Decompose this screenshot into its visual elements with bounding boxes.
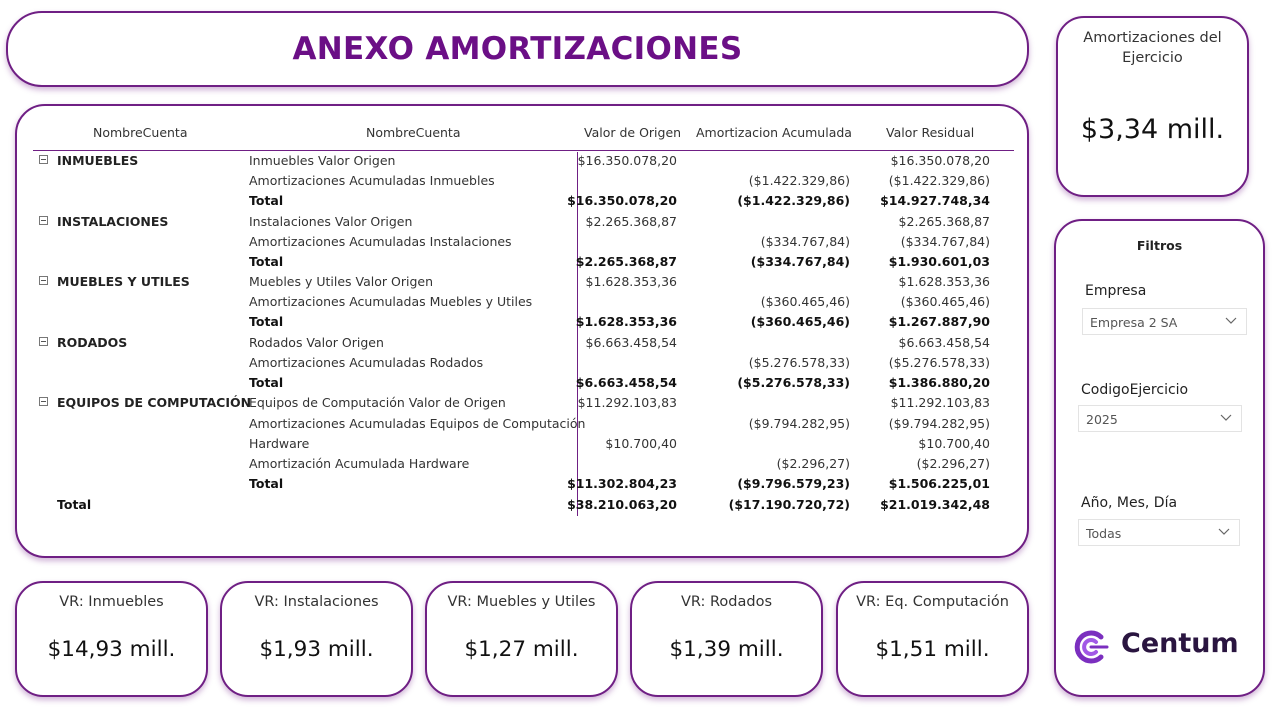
cell-cuenta: Amortizaciones Acumuladas Rodados (249, 355, 484, 370)
cell-valor-residual: $1.628.353,36 (898, 274, 990, 289)
cell-valor-origen: $16.350.078,20 (577, 153, 677, 168)
grand-total-label: Total (57, 497, 92, 512)
centum-logo-text: Centum (1121, 628, 1239, 659)
cell-cuenta: Amortizaciones Acumuladas Equipos de Computación (249, 416, 586, 431)
chevron-down-icon (1225, 316, 1237, 326)
chevron-down-icon (1218, 527, 1230, 537)
chevron-down-icon (1220, 413, 1232, 423)
subtotal-row (17, 191, 1027, 211)
cell-amortizacion: ($5.276.578,33) (737, 375, 850, 390)
centum-logo-icon (1071, 628, 1111, 666)
cell-amortizacion: ($360.465,46) (750, 314, 850, 329)
amortization-matrix (15, 104, 1029, 558)
subtotal-row (17, 373, 1027, 393)
cell-valor-residual: ($5.276.578,33) (888, 355, 990, 370)
cell-amortizacion: ($334.767,84) (750, 254, 850, 269)
cell-valor-residual: $21.019.342,48 (880, 497, 990, 512)
cell-valor-origen: $38.210.063,20 (567, 497, 677, 512)
cell-valor-residual: ($334.767,84) (900, 234, 990, 249)
kpi-vr-rodados (630, 581, 823, 697)
cell-valor-origen: $1.628.353,36 (585, 274, 677, 289)
group-muebles-y-utiles: MUEBLES Y UTILES (57, 274, 190, 289)
kpi-vr-instalaciones (220, 581, 413, 697)
cell-cuenta: Rodados Valor Origen (249, 335, 384, 350)
kpi-value: $1,27 mill. (464, 637, 579, 662)
kpi-value: $14,93 mill. (47, 637, 176, 662)
cell-amortizacion: ($9.794.282,95) (748, 416, 850, 431)
kpi-vr-muebles-utiles (425, 581, 618, 697)
fecha-dropdown[interactable] (1078, 519, 1240, 546)
cell-valor-origen: $2.265.368,87 (585, 214, 677, 229)
filters-title: Filtros (1136, 238, 1183, 253)
table-row (17, 212, 1027, 232)
kpi-label: VR: Eq. Computación (856, 594, 1009, 610)
cell-valor-residual: $16.350.078,20 (890, 153, 990, 168)
centum-logo (1071, 628, 1251, 668)
cell-valor-residual: $14.927.748,34 (880, 193, 990, 208)
header-valor-residual[interactable]: Valor Residual (886, 125, 975, 140)
group-equipos-de-computacion: EQUIPOS DE COMPUTACIÓN (57, 395, 252, 410)
cell-cuenta: Total (249, 193, 284, 208)
title-card (6, 11, 1029, 87)
header-nombrecuenta-2[interactable]: NombreCuenta (366, 125, 461, 140)
cell-valor-residual: ($360.465,46) (900, 294, 990, 309)
header-valor-origen[interactable]: Valor de Origen (584, 125, 682, 140)
cell-cuenta: Total (249, 254, 284, 269)
group-instalaciones: INSTALACIONES (57, 214, 169, 229)
subtotal-row (17, 474, 1027, 494)
table-row (17, 272, 1027, 292)
fecha-value: Todas (1086, 526, 1122, 541)
cell-amortizacion: ($334.767,84) (760, 234, 850, 249)
cell-valor-residual: $10.700,40 (918, 436, 990, 451)
cell-cuenta: Amortizaciones Acumuladas Instalaciones (249, 234, 512, 249)
cell-valor-residual: $1.386.880,20 (888, 375, 990, 390)
cell-cuenta: Total (249, 476, 284, 491)
kpi-amortizaciones-ejercicio (1056, 16, 1249, 197)
cell-amortizacion: ($2.296,27) (776, 456, 850, 471)
cell-amortizacion: ($9.796.579,23) (737, 476, 850, 491)
table-row (17, 151, 1027, 171)
page-title: ANEXO AMORTIZACIONES (292, 31, 743, 67)
table-row (17, 171, 1027, 191)
cell-amortizacion: ($1.422.329,86) (748, 173, 850, 188)
table-row (17, 292, 1027, 312)
cell-cuenta: Amortizaciones Acumuladas Inmuebles (249, 173, 495, 188)
cell-amortizacion: ($17.190.720,72) (728, 497, 850, 512)
table-row (17, 333, 1027, 353)
cell-cuenta: Muebles y Utiles Valor Origen (249, 274, 433, 289)
cell-valor-origen: $1.628.353,36 (575, 314, 677, 329)
kpi-label: VR: Inmuebles (59, 594, 164, 610)
cell-cuenta: Amortizaciones Acumuladas Muebles y Utiles (249, 294, 533, 309)
ejercicio-label: CodigoEjercicio (1081, 382, 1189, 398)
kpi-value: $3,34 mill. (1080, 114, 1225, 145)
cell-cuenta: Total (249, 314, 284, 329)
table-row (17, 434, 1027, 454)
empresa-dropdown[interactable] (1082, 308, 1247, 335)
table-row (17, 393, 1027, 413)
cell-cuenta: Equipos de Computación Valor de Origen (249, 395, 506, 410)
table-row (17, 232, 1027, 252)
kpi-label: VR: Muebles y Utiles (447, 594, 596, 610)
kpi-value: $1,93 mill. (259, 637, 374, 662)
header-amortizacion-acumulada[interactable]: Amortizacion Acumulada (696, 125, 852, 140)
ejercicio-dropdown[interactable] (1078, 405, 1242, 432)
cell-valor-residual: $2.265.368,87 (898, 214, 990, 229)
cell-cuenta: Hardware (249, 436, 310, 451)
kpi-value: $1,51 mill. (875, 637, 990, 662)
cell-valor-origen: $6.663.458,54 (575, 375, 677, 390)
cell-amortizacion: ($1.422.329,86) (737, 193, 850, 208)
cell-cuenta: Inmuebles Valor Origen (249, 153, 396, 168)
empresa-label: Empresa (1085, 283, 1147, 299)
cell-valor-residual: $1.506.225,01 (888, 476, 990, 491)
cell-valor-residual: $1.930.601,03 (888, 254, 990, 269)
cell-valor-residual: ($1.422.329,86) (888, 173, 990, 188)
kpi-value: $1,39 mill. (669, 637, 784, 662)
cell-cuenta: Amortización Acumulada Hardware (249, 456, 470, 471)
header-nombrecuenta-1[interactable]: NombreCuenta (93, 125, 188, 140)
cell-valor-residual: $6.663.458,54 (898, 335, 990, 350)
subtotal-row (17, 252, 1027, 272)
filters-panel (1054, 219, 1265, 697)
table-row (17, 414, 1027, 434)
cell-valor-origen: $2.265.368,87 (575, 254, 677, 269)
cell-valor-origen: $11.292.103,83 (577, 395, 677, 410)
ejercicio-value: 2025 (1086, 412, 1118, 427)
cell-valor-residual: $11.292.103,83 (890, 395, 990, 410)
cell-cuenta: Total (249, 375, 284, 390)
cell-valor-origen: $6.663.458,54 (585, 335, 677, 350)
cell-cuenta: Instalaciones Valor Origen (249, 214, 413, 229)
table-row (17, 454, 1027, 474)
cell-valor-origen: $16.350.078,20 (567, 193, 677, 208)
grand-total-row (17, 495, 1027, 515)
cell-amortizacion: ($5.276.578,33) (748, 355, 850, 370)
kpi-label: Amortizaciones del Ejercicio (1083, 30, 1222, 66)
kpi-vr-inmuebles (15, 581, 208, 697)
empresa-value: Empresa 2 SA (1090, 315, 1178, 330)
kpi-vr-eq-computacion (836, 581, 1029, 697)
group-inmuebles: INMUEBLES (57, 153, 139, 168)
cell-amortizacion: ($360.465,46) (760, 294, 850, 309)
cell-valor-residual: $1.267.887,90 (888, 314, 990, 329)
group-rodados: RODADOS (57, 335, 128, 350)
fecha-label: Año, Mes, Día (1081, 495, 1178, 511)
cell-valor-residual: ($9.794.282,95) (888, 416, 990, 431)
cell-valor-residual: ($2.296,27) (916, 456, 990, 471)
cell-valor-origen: $11.302.804,23 (567, 476, 677, 491)
kpi-label: VR: Instalaciones (254, 594, 379, 610)
cell-valor-origen: $10.700,40 (605, 436, 677, 451)
table-row (17, 353, 1027, 373)
subtotal-row (17, 312, 1027, 332)
kpi-label: VR: Rodados (680, 594, 773, 610)
